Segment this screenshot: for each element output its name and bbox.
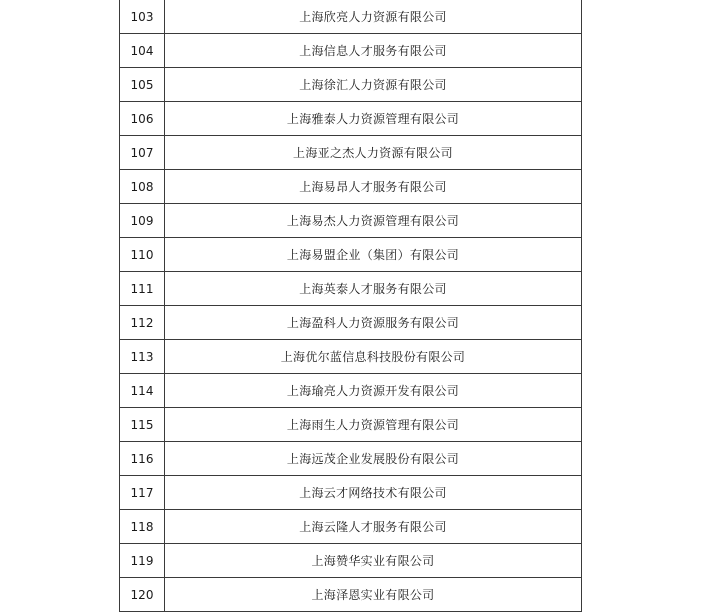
table-row xyxy=(120,544,582,578)
company-name: 上海雅泰人力资源管理有限公司 xyxy=(165,102,582,136)
row-number: 108 xyxy=(120,170,165,204)
table-row xyxy=(120,374,582,408)
row-number: 120 xyxy=(120,578,165,612)
row-number: 103 xyxy=(120,0,165,34)
table-row xyxy=(120,34,582,68)
table-row xyxy=(120,238,582,272)
company-name: 上海泽恩实业有限公司 xyxy=(165,578,582,612)
row-number: 110 xyxy=(120,238,165,272)
row-number: 112 xyxy=(120,306,165,340)
row-number: 106 xyxy=(120,102,165,136)
row-number: 111 xyxy=(120,272,165,306)
company-name: 上海亚之杰人力资源有限公司 xyxy=(165,136,582,170)
row-number: 117 xyxy=(120,476,165,510)
row-number: 109 xyxy=(120,204,165,238)
company-name: 上海雨生人力资源管理有限公司 xyxy=(165,408,582,442)
table-row xyxy=(120,136,582,170)
company-name: 上海盈科人力资源服务有限公司 xyxy=(165,306,582,340)
table-row xyxy=(120,306,582,340)
row-number: 115 xyxy=(120,408,165,442)
row-number: 113 xyxy=(120,340,165,374)
company-name: 上海易昂人才服务有限公司 xyxy=(165,170,582,204)
table-row xyxy=(120,442,582,476)
table-row xyxy=(120,510,582,544)
row-number: 118 xyxy=(120,510,165,544)
row-number: 119 xyxy=(120,544,165,578)
table-row xyxy=(120,170,582,204)
row-number: 116 xyxy=(120,442,165,476)
company-name: 上海赞华实业有限公司 xyxy=(165,544,582,578)
company-name: 上海信息人才服务有限公司 xyxy=(165,34,582,68)
row-number: 114 xyxy=(120,374,165,408)
company-name: 上海易杰人力资源管理有限公司 xyxy=(165,204,582,238)
company-name: 上海云才网络技术有限公司 xyxy=(165,476,582,510)
table-row xyxy=(120,0,582,34)
company-list-table xyxy=(119,0,582,612)
company-name: 上海英泰人才服务有限公司 xyxy=(165,272,582,306)
table-row xyxy=(120,408,582,442)
company-name: 上海易盟企业（集团）有限公司 xyxy=(165,238,582,272)
company-name: 上海徐汇人力资源有限公司 xyxy=(165,68,582,102)
table-row xyxy=(120,272,582,306)
table-row xyxy=(120,68,582,102)
company-name: 上海远茂企业发展股份有限公司 xyxy=(165,442,582,476)
table-body xyxy=(120,0,582,612)
row-number: 105 xyxy=(120,68,165,102)
table-row xyxy=(120,102,582,136)
row-number: 107 xyxy=(120,136,165,170)
table-row xyxy=(120,476,582,510)
company-name: 上海优尔蓝信息科技股份有限公司 xyxy=(165,340,582,374)
row-number: 104 xyxy=(120,34,165,68)
table-row xyxy=(120,204,582,238)
company-name: 上海瑜亮人力资源开发有限公司 xyxy=(165,374,582,408)
company-name: 上海欣亮人力资源有限公司 xyxy=(165,0,582,34)
company-name: 上海云隆人才服务有限公司 xyxy=(165,510,582,544)
table-row xyxy=(120,340,582,374)
table-row xyxy=(120,578,582,612)
